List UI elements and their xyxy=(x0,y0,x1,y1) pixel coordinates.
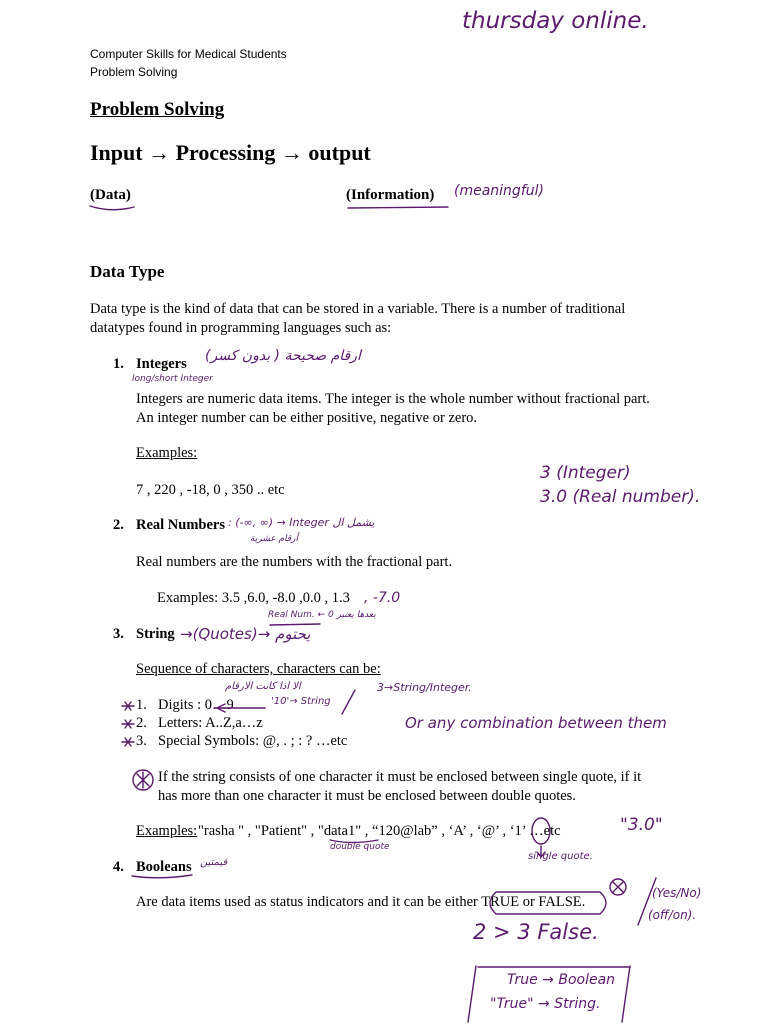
handwritten-real-num-note: Real Num. ← 0 بعدها يعتبر xyxy=(268,610,376,620)
handwritten-booleans-arabic: قيمتين xyxy=(200,857,228,868)
item-3-examples-label: Examples: xyxy=(136,823,198,839)
item-4-desc xyxy=(136,893,585,912)
handwritten-combination: Or any combination between them xyxy=(405,714,667,732)
header-topic: Problem Solving xyxy=(90,65,178,79)
handwritten-off-on: (off/on). xyxy=(648,908,697,922)
handwritten-box-line-1: True → Boolean xyxy=(507,972,616,988)
item-3-sub-2-text: Letters: A..Z,a…z xyxy=(158,715,263,731)
handwritten-real-range: : (-∞, ∞) → Integer يشمل ال xyxy=(228,516,375,529)
handwritten-long-short: long/short Integer xyxy=(132,374,213,384)
handwritten-real-arabic: أرقام عشرية xyxy=(250,534,299,544)
information-label: (Information) xyxy=(346,187,435,203)
handwritten-quotes: →(Quotes)→ يحتوم xyxy=(180,625,311,643)
item-1-examples-label: Examples: xyxy=(136,445,198,461)
page-title: Problem Solving xyxy=(90,99,225,120)
letters-asterisk-mark xyxy=(122,720,134,728)
notes-box-left-border xyxy=(468,966,476,1022)
item-3-note-1: If the string consists of one character it must be enclosed between single quote, if it xyxy=(158,769,642,785)
booleans-asterisk-circle xyxy=(610,879,626,895)
item-4-number: 4. xyxy=(113,859,124,875)
handwritten-digits-arabic: الا اذا كانت الارقام xyxy=(225,681,301,692)
item-3-sub-3-number: 3. xyxy=(136,733,147,749)
section-title-data-type: Data Type xyxy=(90,262,165,281)
header-course: Computer Skills for Medical Students xyxy=(90,47,287,61)
handwritten-top-note: thursday online. xyxy=(462,8,649,34)
item-2-examples: Examples: 3.5 ,6.0, -8.0 ,0.0 , 1.3 xyxy=(157,590,350,606)
handwritten-minus-seven: , -7.0 xyxy=(364,590,401,606)
booleans-asterisk-mark xyxy=(613,882,623,892)
intro-line-2: datatypes found in programming languages such as: xyxy=(90,320,392,336)
item-1-examples: 7 , 220 , -18, 0 , 350 .. etc xyxy=(136,482,285,498)
item-3-sequence: Sequence of characters, characters can be: xyxy=(136,661,381,677)
item-3-note-2: has more than one character it must be enclosed between double quotes. xyxy=(158,788,576,804)
handwritten-yes-no: (Yes/No) xyxy=(652,886,702,900)
digits-asterisk-mark xyxy=(122,702,134,710)
handwritten-comparison: 2 > 3 False. xyxy=(473,920,599,944)
item-3-sub-2-number: 2. xyxy=(136,715,147,731)
item-2-title: Real Numbers xyxy=(136,517,226,533)
item-4-title: Booleans xyxy=(136,859,192,875)
item-1-number: 1. xyxy=(113,356,124,372)
note-asterisk-mark xyxy=(137,772,149,788)
item-3-title: String xyxy=(136,626,175,642)
item-1-desc-2: An integer number can be either positive, negative or zero. xyxy=(136,410,478,426)
information-underline-stroke xyxy=(348,207,448,208)
handwritten-double-quote: double quote xyxy=(330,842,390,852)
digits-check-stroke xyxy=(342,690,355,714)
item-3-number: 3. xyxy=(113,626,124,642)
item-3-sub-1-number: 1. xyxy=(136,697,147,713)
handwritten-integers-arabic: (بدون كسر ) ارقام صحيحة xyxy=(205,348,361,364)
handwritten-meaningful: (meaningful) xyxy=(454,183,544,199)
item-3-sub-3-text: Special Symbols: @, . ; : ? …etc xyxy=(158,733,348,749)
notes-box-right-border xyxy=(622,966,630,1022)
data-underline-stroke xyxy=(90,206,134,210)
item-1-desc-1: Integers are numeric data items. The integer is the whole number without fractional part. xyxy=(136,391,650,407)
item-3-examples: "rasha " , "Patient" , "data1" , “120@lab” , ‘A’ , ‘@’ , ‘1’ …etc xyxy=(198,823,561,839)
data-label: (Data) xyxy=(90,187,131,203)
item-3-sub-1-text: Digits : 0…9 xyxy=(158,697,234,713)
handwritten-single-quote: single quote. xyxy=(528,851,593,862)
handwritten-ten-string: '10'→ String xyxy=(271,696,331,707)
intro-line-1: Data type is the kind of data that can be stored in a variable. There is a number of traditional xyxy=(90,301,626,317)
handwritten-int-example-1: 3 (Integer) xyxy=(540,463,631,483)
handwritten-int-example-2: 3.0 (Real number). xyxy=(540,487,701,507)
handwritten-three-point-zero: "3.0" xyxy=(620,815,663,835)
item-2-number: 2. xyxy=(113,517,124,533)
handwritten-three-string: 3→String/Integer. xyxy=(377,681,472,694)
note-asterisk-circle xyxy=(133,770,153,790)
flow-heading: Input → Processing → output xyxy=(90,140,371,165)
symbols-asterisk-mark xyxy=(122,738,134,746)
item-2-desc: Real numbers are the numbers with the fractional part. xyxy=(136,554,453,570)
item-4-desc-highlight: TRUE or FALSE. xyxy=(481,894,586,910)
item-4-desc-text: Are data items used as status indicators and it can be either xyxy=(136,894,478,910)
handwritten-box-line-2: "True" → String. xyxy=(490,996,601,1012)
item-1-title: Integers xyxy=(136,356,187,372)
